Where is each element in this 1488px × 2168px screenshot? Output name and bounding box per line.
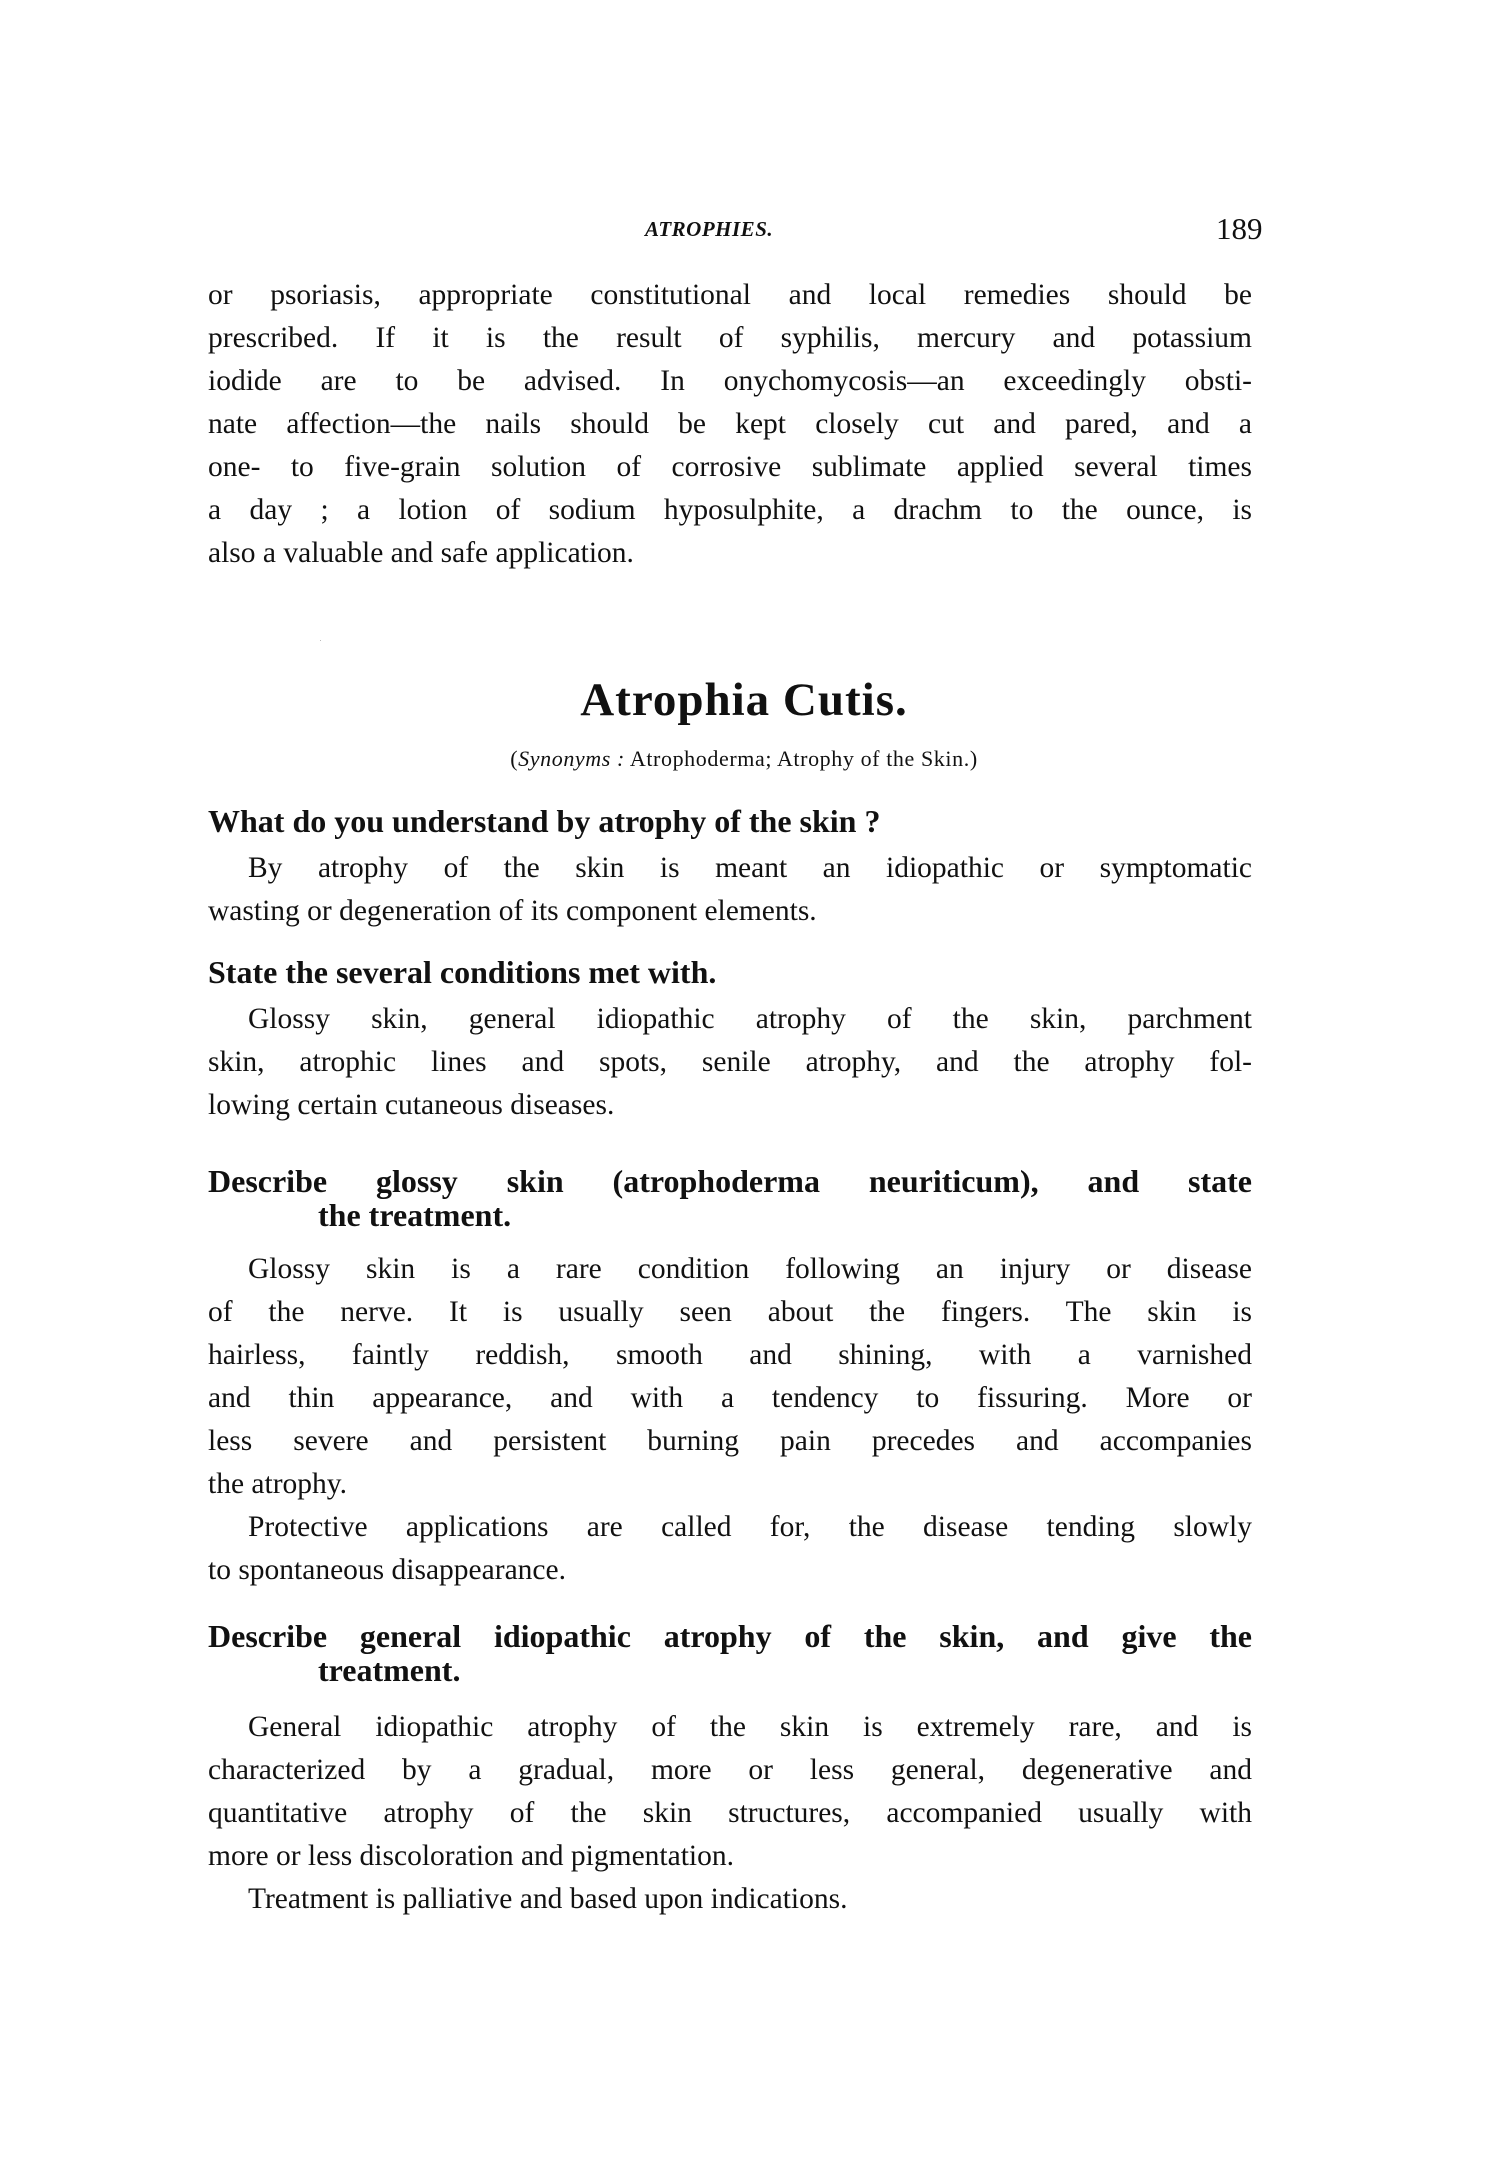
text-line: to spontaneous disappearance. — [208, 1554, 566, 1586]
section-title: Atrophia Cutis. — [580, 674, 908, 726]
text-line: Protective applications are called for, the disease tending slowly — [248, 1511, 1252, 1543]
answer-paragraph-3b — [208, 1506, 1252, 1592]
text-line: prescribed. If it is the result of syphilis, mercury and potassium — [208, 322, 1252, 354]
text-line: lowing certain cutaneous diseases. — [208, 1089, 615, 1121]
text-line: less severe and persistent burning pain precedes and accompanies — [208, 1425, 1252, 1457]
running-head-title: ATROPHIES. — [645, 217, 774, 241]
text-line: the atrophy. — [208, 1468, 347, 1500]
question-heading-line: Describe glossy skin (atrophoderma neuriticum), and state — [208, 1163, 1252, 1199]
text-line: wasting or degeneration of its component elements. — [208, 895, 817, 927]
question-heading-3 — [208, 1164, 1252, 1232]
text-line: one- to five-grain solution of corrosive sublimate applied several times — [208, 451, 1252, 483]
intro-paragraph — [208, 274, 1252, 575]
answer-paragraph-4b — [208, 1878, 1252, 1921]
answer-paragraph-4a — [208, 1706, 1252, 1878]
question-heading-line: State the several conditions met with. — [208, 954, 717, 990]
text-line: nate affection—the nails should be kept closely cut and pared, and a — [208, 408, 1252, 440]
text-line: or psoriasis, appropriate constitutional and local remedies should be — [208, 279, 1252, 311]
page-number: 189 — [1216, 211, 1263, 246]
answer-paragraph-2 — [208, 998, 1252, 1127]
question-heading-line: What do you understand by atrophy of the skin ? — [208, 803, 881, 839]
synonyms-text: Atrophoderma; Atrophy of the Skin.) — [624, 746, 978, 771]
text-line: skin, atrophic lines and spots, senile atrophy, and the atrophy fol- — [208, 1046, 1252, 1078]
text-line: and thin appearance, and with a tendency to fissuring. More or — [208, 1382, 1252, 1414]
running-head — [0, 212, 1488, 246]
answer-paragraph-3a — [208, 1248, 1252, 1506]
text-line: hairless, faintly reddish, smooth and shining, with a varnished — [208, 1339, 1252, 1371]
section-synonyms — [0, 744, 1488, 774]
question-heading-line: treatment. — [318, 1652, 461, 1688]
text-line: iodide are to be advised. In onychomycosis—an exceedingly obsti- — [208, 365, 1252, 397]
text-line: a day ; a lotion of sodium hyposulphite, a drachm to the ounce, is — [208, 494, 1252, 526]
text-line: Glossy skin, general idiopathic atrophy of the skin, parchment — [248, 1003, 1252, 1035]
text-line: Glossy skin is a rare condition following an injury or disease — [248, 1253, 1252, 1285]
question-heading-line: the treatment. — [318, 1197, 512, 1233]
answer-paragraph-1 — [208, 847, 1252, 933]
question-heading-4 — [208, 1619, 1252, 1687]
text-line: of the nerve. It is usually seen about the fingers. The skin is — [208, 1296, 1252, 1328]
text-line: By atrophy of the skin is meant an idiopathic or symptomatic — [248, 852, 1252, 884]
text-line: Treatment is palliative and based upon indications. — [248, 1883, 848, 1915]
text-line: also a valuable and safe application. — [208, 537, 634, 569]
question-heading-2 — [208, 955, 1252, 989]
scan-speck — [320, 640, 321, 641]
question-heading-line: Describe general idiopathic atrophy of the skin, and give the — [208, 1618, 1252, 1654]
synonyms-label: Synonyms : — [518, 746, 625, 771]
text-line: General idiopathic atrophy of the skin is extremely rare, and is — [248, 1711, 1252, 1743]
text-line: more or less discoloration and pigmentation. — [208, 1840, 734, 1872]
text-line: quantitative atrophy of the skin structures, accompanied usually with — [208, 1797, 1252, 1829]
text-line: characterized by a gradual, more or less general, degenerative and — [208, 1754, 1252, 1786]
synonyms-open-paren: ( — [510, 746, 519, 771]
question-heading-1 — [208, 804, 1252, 838]
